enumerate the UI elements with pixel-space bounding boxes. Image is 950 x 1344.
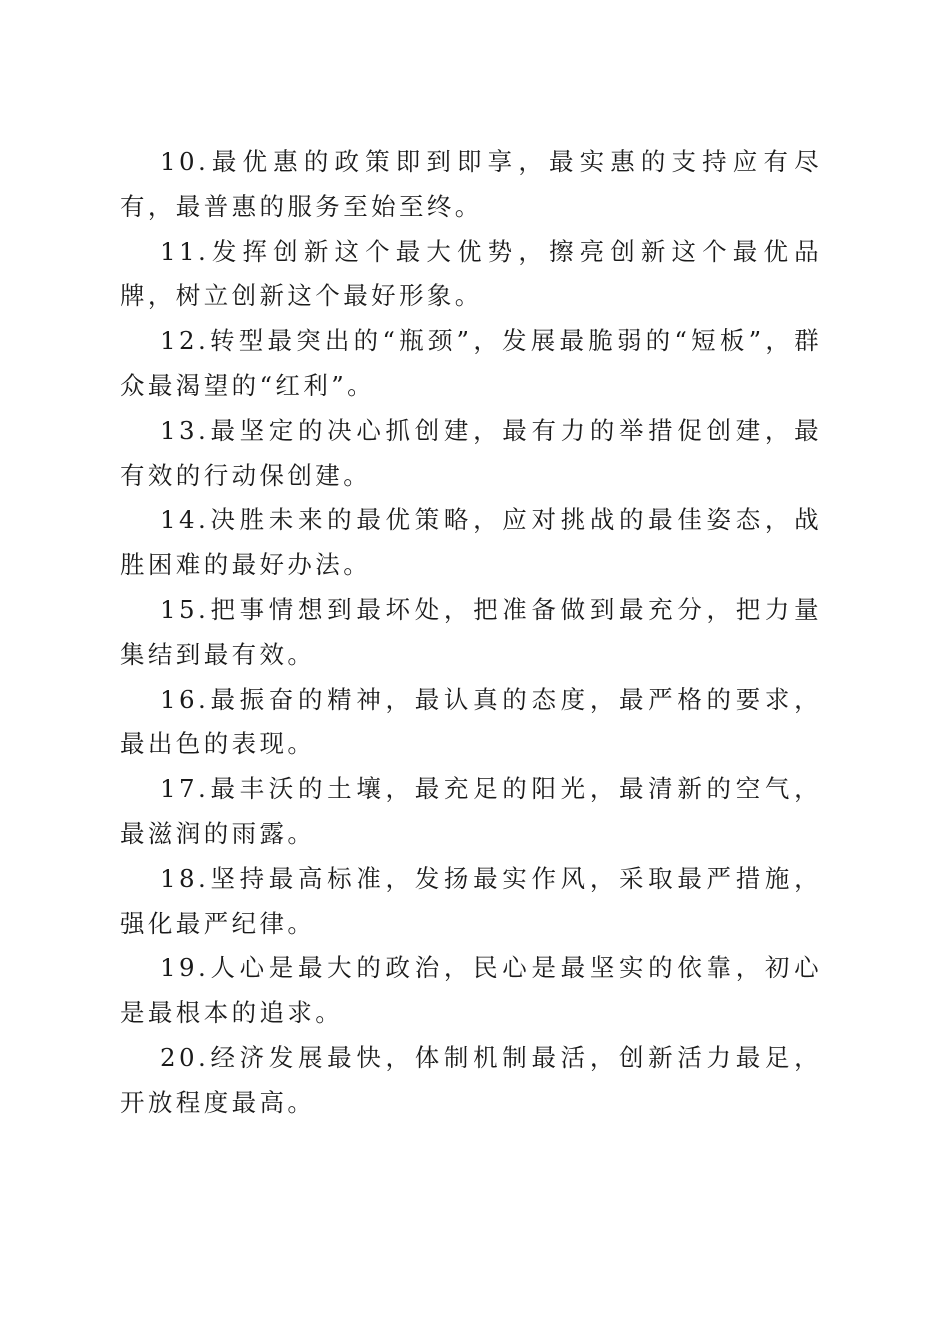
paragraph-13: 13.最坚定的决心抓创建，最有力的举措促创建，最有效的行动保创建。 (120, 415, 822, 490)
paragraph-20: 20.经济发展最快，体制机制最活，创新活力最足，开放程度最高。 (120, 1042, 822, 1117)
paragraph-15: 15.把事情想到最坏处，把准备做到最充分，把力量集结到最有效。 (120, 594, 822, 669)
paragraph-11: 11.发挥创新这个最大优势，擦亮创新这个最优品牌，树立创新这个最好形象。 (120, 236, 822, 311)
paragraph-19: 19.人心是最大的政治，民心是最坚实的依靠，初心是最根本的追求。 (120, 953, 822, 1028)
paragraph-17: 17.最丰沃的土壤，最充足的阳光，最清新的空气，最滋润的雨露。 (120, 774, 822, 848)
paragraph-14: 14.决胜未来的最优策略，应对挑战的最佳姿态，战胜困难的最好办法。 (120, 505, 822, 580)
paragraph-18: 18.坚持最高标准，发扬最实作风，采取最严措施，强化最严纪律。 (120, 863, 822, 938)
paragraph-16: 16.最振奋的精神，最认真的态度，最严格的要求，最出色的表现。 (120, 684, 822, 759)
paragraph-10: 10.最优惠的政策即到即享，最实惠的支持应有尽有，最普惠的服务至始至终。 (120, 147, 822, 221)
paragraph-12: 12.转型最突出的“瓶颈”，发展最脆弱的“短板”，群众最渴望的“红利”。 (120, 326, 822, 400)
document-body (120, 140, 822, 1126)
